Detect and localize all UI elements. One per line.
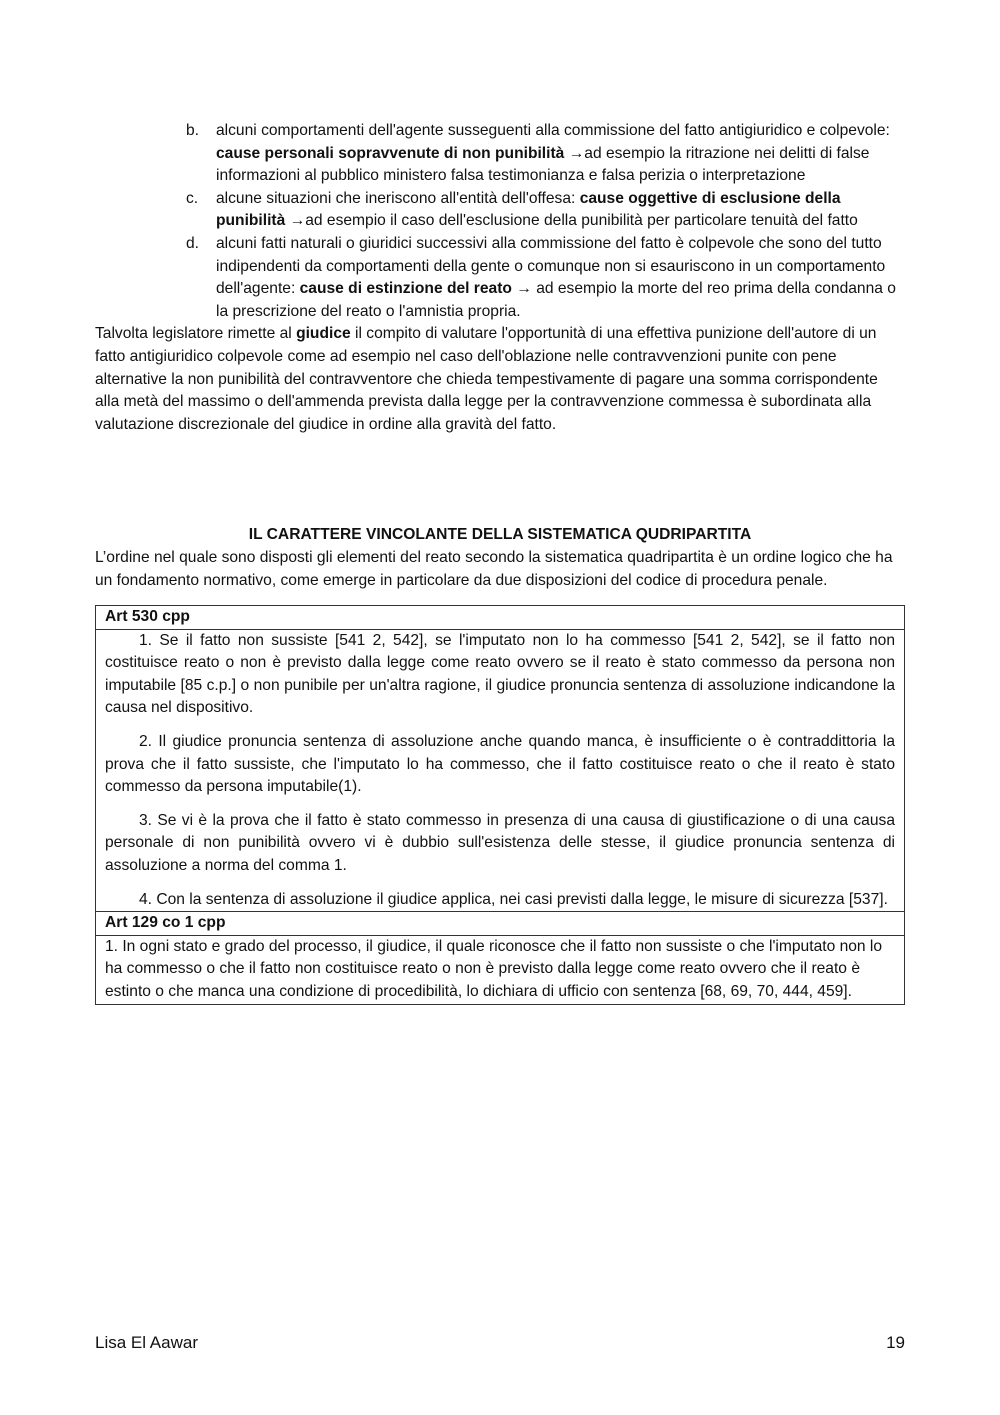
article-530-text (96, 629, 905, 912)
table-row (96, 912, 905, 936)
footer-author: Lisa El Aawar (95, 1333, 198, 1352)
section-heading: IL CARATTERE VINCOLANTE DELLA SISTEMATICA QUDRIPARTITA (248, 526, 752, 544)
list-item: d. alcuni fatti naturali o giuridici successivi alla commissione del fatto è colpevole che sono del tutto indipendenti da comportamenti della gente o comunque non si esauriscono in un comportamento dell'agente: cause di estinzione del reato → ad esempio la morte del reo prima della condanna o la prescrizione del reato o l'amnistia propria. (186, 234, 896, 320)
list-item: c. alcune situazioni che ineriscono all'entità dell'offesa: cause oggettive di esclusione della punibilità →ad esempio il caso dell'esclusione della punibilità per particolare tenuità del fatto (186, 189, 858, 230)
article-530-title: Art 530 cpp (96, 606, 905, 630)
list-marker: b. (186, 122, 200, 139)
article-paragraph: 4. Con la sentenza di assoluzione il giudice applica, nei casi previsti dalla legge, le misure di sicurezza [537]. (139, 890, 888, 908)
list-marker: c. (186, 189, 199, 207)
table-row (96, 935, 905, 1004)
articles-table (95, 605, 905, 1005)
article-129-title: Art 129 co 1 cpp (96, 912, 905, 936)
document-body (95, 120, 905, 1005)
article-129-text (96, 935, 905, 1004)
list-marker: d. (186, 234, 200, 252)
table-row (96, 629, 905, 912)
page-number: 19 (886, 1333, 905, 1352)
article-paragraph: 3. Se vi è la prova che il fatto è stato commesso in presenza di una causa di giustificazione o di una causa personale di non punibilità ovvero vi è dubbio sull'esistenza delle stesse, il giudice pronuncia sentenza di assoluzione a norma del comma 1. (105, 811, 895, 875)
article-paragraph: 1. In ogni stato e grado del processo, il giudice, il quale riconosce che il fatto non sussiste o che l'imputato non lo ha commesso o che il fatto non costituisce reato o non è previsto dalla legge come reato ovvero che il reato è estinto o che manca una condizione di procedibilità, lo dichiara di ufficio con sentenza [68, 69, 70, 444, 459]. (105, 937, 883, 1000)
paragraph-judge: Talvolta legislatore rimette al giudice il compito di valutare l'opportunità di una effettiva punizione dell'autore di un fatto antigiuridico colpevole come ad esempio nel caso dell'oblazione nelle contravvenzioni punite con pene alternative la non punibilità del contravventore che chieda tempestivamente di pagare una somma corrispondente alla metà del massimo o dell'ammenda prevista dalla legge per la contravvenzione commessa è subordinata alla valutazione discrezionale del giudice in ordine alla gravità del fatto. (95, 325, 878, 433)
table-row (96, 606, 905, 630)
causes-list (95, 120, 905, 323)
list-item: b. alcuni comportamenti dell'agente susseguenti alla commissione del fatto antigiuridico e colpevole: cause personali sopravvenute di non punibilità →ad esempio la ritrazione nei delitti di false informazioni al pubblico ministero falsa testimonianza e falsa perizia o interpretazione (186, 122, 890, 185)
article-paragraph: 1. Se il fatto non sussiste [541 2, 542], se l'imputato non lo ha commesso [541 2, 542], se il fatto non costituisce reato o non è previsto dalla legge come reato ovvero se il reato è stato commesso da persona non imputabile [85 c.p.] o non punibile per un'altra ragione, il giudice pronuncia sentenza di assoluzione indicandone la causa nel dispositivo. (105, 631, 895, 717)
article-paragraph: 2. Il giudice pronuncia sentenza di assoluzione anche quando manca, è insufficiente o è contraddittoria la prova che il fatto sussiste, che l'imputato lo ha commesso, che il fatto costituisce reato o che il reato è stato commesso da persona imputabile(1). (105, 733, 895, 796)
paragraph-intro: L’ordine nel quale sono disposti gli elementi del reato secondo la sistematica quadripartita è un ordine logico che ha un fondamento normativo, come emerge in particolare da due disposizioni del codice di procedura penale. (95, 548, 893, 589)
